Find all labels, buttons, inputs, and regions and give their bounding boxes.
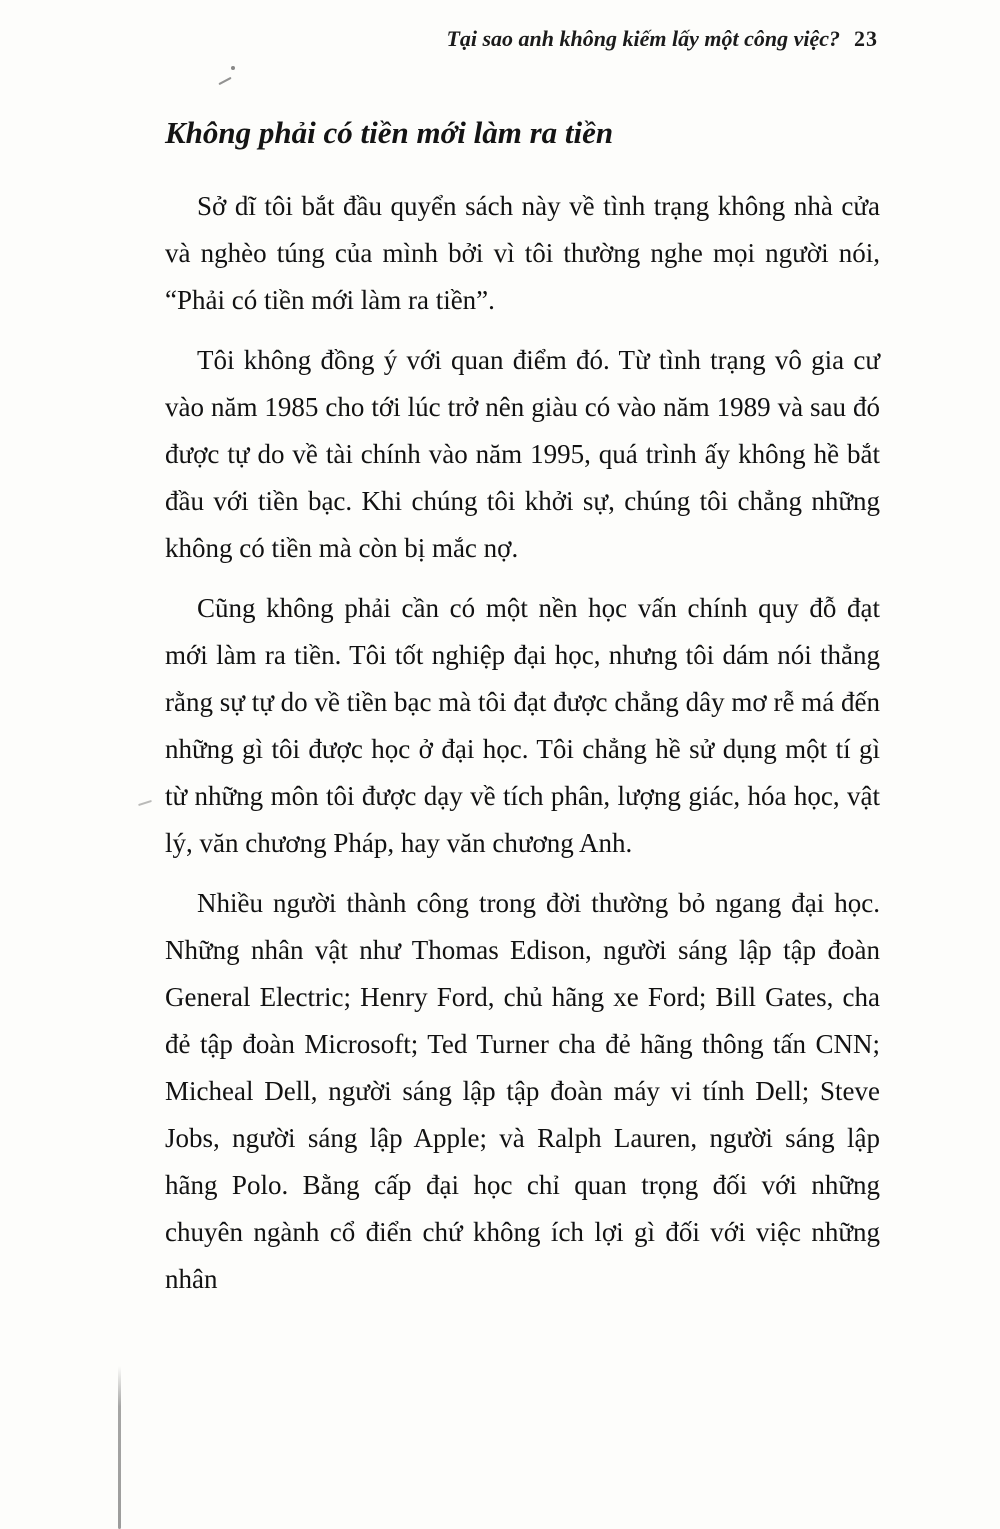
paragraph-3: Cũng không phải cần có một nền học vấn chính quy đỗ đạt mới làm ra tiền. Tôi tốt nghiệp đại học, nhưng tôi dám nói thẳng rằng sự tự do về tiền bạc mà tôi đạt được chẳng dây mơ rễ má đến những gì tôi được học ở đại học. Tôi chẳng hề sử dụng một tí gì từ những môn tôi được dạy về tích phân, lượng giác, hóa học, vật lý, văn chương Pháp, hay văn chương Anh. bbox=[165, 593, 880, 859]
page-number: 23 bbox=[854, 26, 878, 51]
paragraph-2: Tôi không đồng ý với quan điểm đó. Từ tình trạng vô gia cư vào năm 1985 cho tới lúc trở nên giàu có vào năm 1989 và sau đó được tự do về tài chính vào năm 1995, quá trình ấy không hề bắt đầu với tiền bạc. Khi chúng tôi khởi sự, chúng tôi chẳng những không có tiền mà còn bị mắc nợ. bbox=[165, 345, 880, 564]
scan-artifact-dot bbox=[231, 66, 235, 70]
paragraph-4: Nhiều người thành công trong đời thường bỏ ngang đại học. Những nhân vật như Thomas Edison, người sáng lập tập đoàn General Electric; Henry Ford, chủ hãng xe Ford; Bill Gates, cha đẻ tập đoàn Microsoft; Ted Turner cha đẻ hãng thông tấn CNN; Micheal Dell, người sáng lập tập đoàn máy vi tính Dell; Steve Jobs, người sáng lập Apple; và Ralph Lauren, người sáng lập hãng Polo. Bằng cấp đại học chỉ quan trọng đối với những chuyên ngành cổ điển chứ không ích lợi gì đối với việc những nhân bbox=[165, 888, 880, 1295]
page-edge-shadow bbox=[118, 1366, 121, 1529]
running-head-title: Tại sao anh không kiếm lấy một công việc? bbox=[446, 26, 840, 51]
section-heading: Không phải có tiền mới làm ra tiền bbox=[165, 115, 614, 150]
paragraph-1: Sở dĩ tôi bắt đầu quyển sách này về tình trạng không nhà cửa và nghèo túng của mình bởi vì tôi thường nghe mọi người nói, “Phải có tiền mới làm ra tiền”. bbox=[165, 191, 880, 316]
scan-artifact-slash bbox=[218, 77, 231, 85]
running-head bbox=[0, 0, 1000, 52]
page-body bbox=[0, 114, 1000, 1303]
